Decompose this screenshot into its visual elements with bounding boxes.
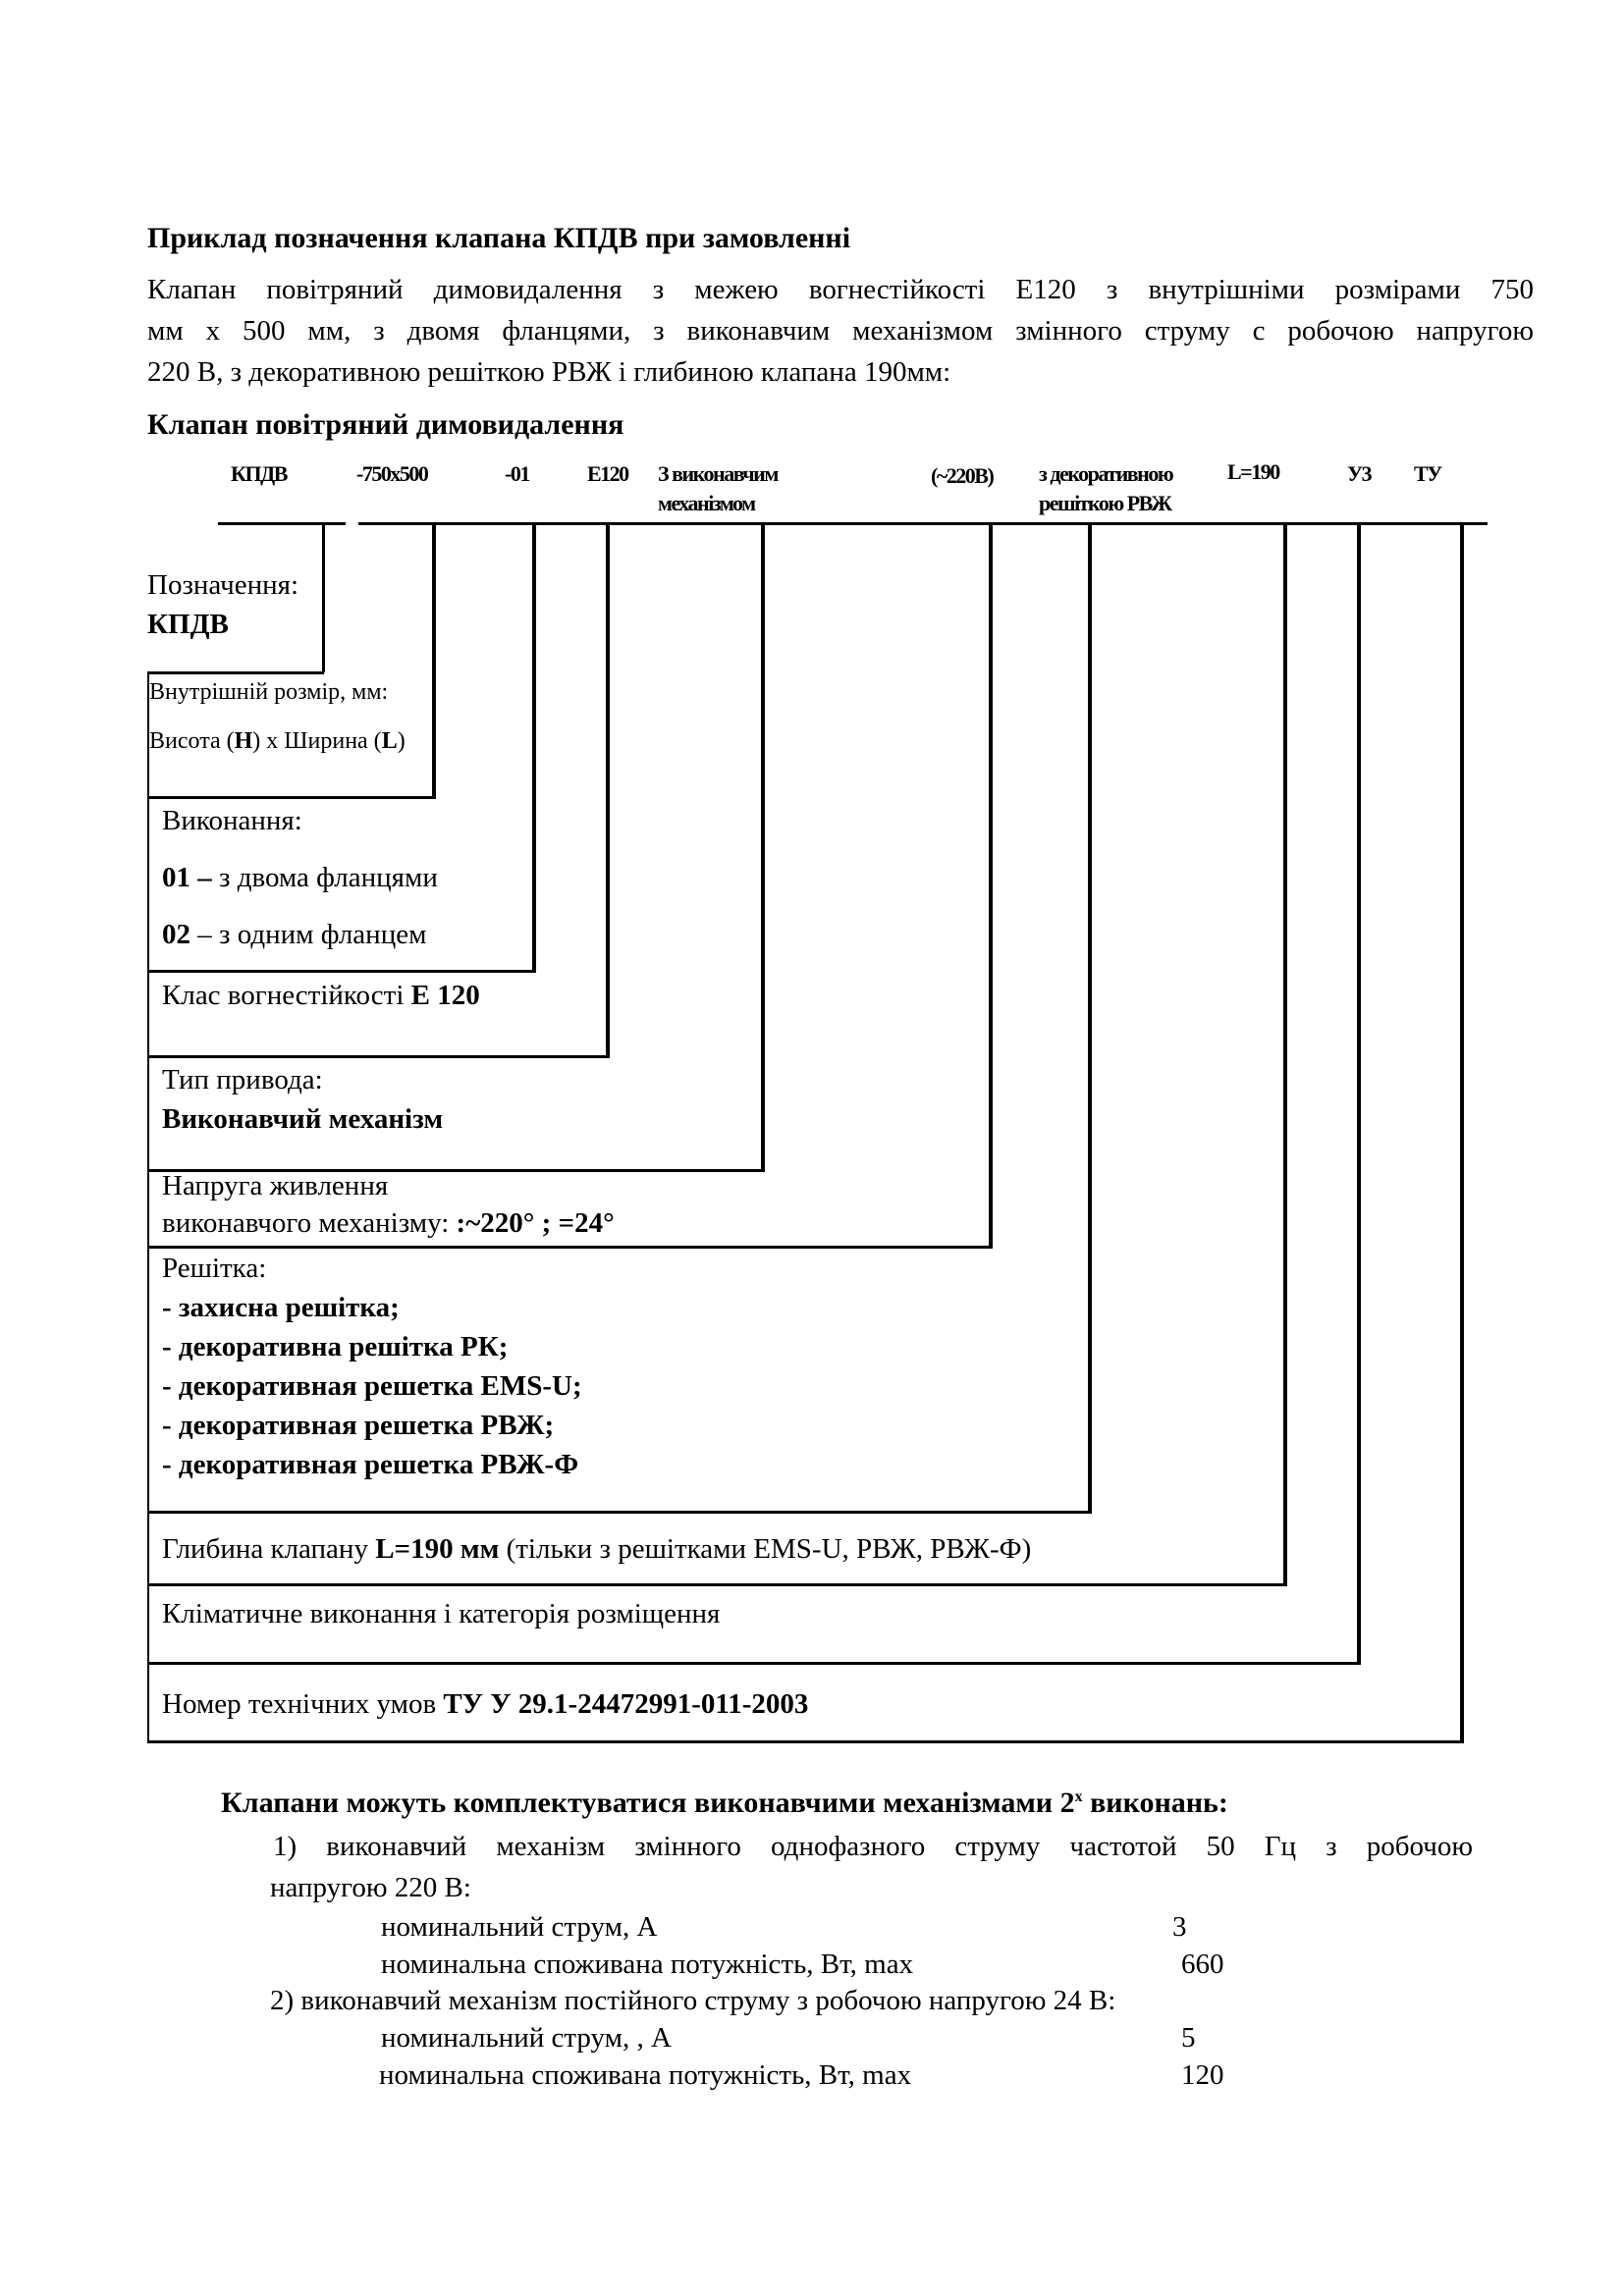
page-heading: Приклад позначення клапана КПДВ при замовленні	[147, 222, 851, 254]
designation-label: Позначення:	[147, 569, 299, 601]
code-grille-1: з декоративною	[1039, 461, 1173, 486]
actuator-2-power-label: номинальна споживана потужність, Вт, max	[379, 2059, 912, 2091]
sep-size	[147, 796, 436, 799]
size-formula: Висота (Н) х Ширина (L)	[149, 728, 406, 754]
connector-depth	[1283, 525, 1287, 1585]
drive-label: Тип привода:	[162, 1064, 323, 1095]
actuator-2-current-label: номинальний струм, , А	[381, 2022, 672, 2054]
sep-climate	[147, 1662, 1361, 1665]
actuators-heading: Клапани можуть комплектуватися виконавчими механізмами $2^х$ виконань:	[221, 1787, 1228, 1819]
grille-item: - декоративна решітка РК;	[162, 1331, 509, 1362]
code-climate: У3	[1347, 461, 1372, 486]
legend-left-border	[147, 671, 149, 1742]
sep-tu	[147, 1740, 1464, 1743]
grille-item: - захисна решітка;	[162, 1292, 400, 1323]
connector-voltage	[989, 525, 993, 1248]
drive-value: Виконавчий механізм	[162, 1103, 444, 1135]
sep-fire	[147, 1055, 610, 1058]
code-kpdv: КПДВ	[231, 461, 287, 486]
connector-execution	[532, 525, 536, 972]
underline-2	[358, 522, 1488, 525]
connector-fire	[606, 525, 610, 1057]
code-drive-1: З виконавчим	[658, 461, 778, 486]
voltage-line-2: виконавчого механізму: :~220° ; =24°	[162, 1207, 615, 1239]
code-depth: L=190	[1227, 459, 1279, 484]
actuator-1-line-2: напругою 220 В:	[270, 1872, 471, 1903]
depth-line: Глибина клапану L=190 мм (тільки з решітками EMS-U, РВЖ, РВЖ-Ф)	[162, 1533, 1032, 1565]
voltage-line-1: Напруга живлення	[162, 1170, 389, 1201]
grille-item: - декоративная решетка EMS-U;	[162, 1370, 582, 1402]
code-execution: -01	[505, 461, 529, 486]
execution-01: 01 – з двома фланцями	[162, 862, 438, 893]
intro-line-1: Клапан повітряний димовидалення з межею вогнестійкості Е120 з внутрішніми розмірами 750	[147, 274, 1534, 305]
subheading: Клапан повітряний димовидалення	[147, 408, 624, 441]
actuator-1-current-value: 3	[1172, 1911, 1187, 1943]
execution-label: Виконання:	[162, 805, 302, 836]
grille-item: - декоративная решетка РВЖ;	[162, 1410, 555, 1441]
code-fire-class: Е120	[587, 461, 628, 486]
intro-line-3: 220 В, з декоративною решіткою РВЖ і глибиною клапана 190мм:	[147, 356, 951, 388]
actuator-2-current-value: 5	[1181, 2022, 1196, 2054]
fire-class: Клас вогнестійкості Е 120	[162, 980, 480, 1011]
underline-1	[218, 522, 346, 525]
sep-designation	[147, 671, 324, 674]
sep-voltage	[147, 1246, 993, 1249]
grille-label: Решітка:	[162, 1253, 267, 1284]
actuator-2-line-1: 2) виконавчий механізм постійного струму з робочою напругою 24 В:	[270, 1985, 1116, 2016]
connector-tu	[1460, 525, 1464, 1742]
code-drive-2: механізмом	[658, 491, 755, 515]
connector-grille	[1088, 525, 1092, 1513]
size-label: Внутрішній розмір, мм:	[149, 679, 389, 705]
execution-02: 02 – з одним фланцем	[162, 919, 427, 950]
climate-line: Кліматичне виконання і категорія розміщення	[162, 1598, 721, 1629]
intro-line-2: мм х 500 мм, з двомя фланцями, з виконавчим механізмом змінного струму с робочою напругою	[147, 315, 1534, 347]
connector-drive	[761, 525, 765, 1171]
tu-line: Номер технічних умов ТУ У 29.1-24472991-011-2003	[162, 1688, 809, 1720]
actuator-1-line-1: 1) виконавчий механізм змінного однофазного струму частотой 50 Гц з робочою	[273, 1831, 1473, 1862]
actuator-1-power-label: номинальна споживана потужність, Вт, max	[381, 1949, 914, 1980]
actuator-2-power-value: 120	[1181, 2059, 1224, 2091]
code-grille-2: решіткою РВЖ	[1039, 491, 1171, 515]
sep-grille	[147, 1511, 1092, 1514]
designation-value: КПДВ	[147, 609, 229, 640]
grille-item: - декоративная решетка РВЖ-Ф	[162, 1449, 579, 1480]
code-voltage: (~220В)	[931, 463, 994, 488]
connector-climate	[1357, 525, 1361, 1664]
code-size: -750х500	[356, 461, 428, 486]
connector-size	[432, 525, 436, 798]
sep-depth	[147, 1583, 1287, 1586]
code-tu: ТУ	[1414, 461, 1441, 486]
actuator-1-current-label: номинальний струм, А	[381, 1911, 658, 1943]
actuator-1-power-value: 660	[1181, 1949, 1224, 1980]
sep-execution	[147, 970, 536, 973]
connector-kpdv	[322, 525, 325, 672]
